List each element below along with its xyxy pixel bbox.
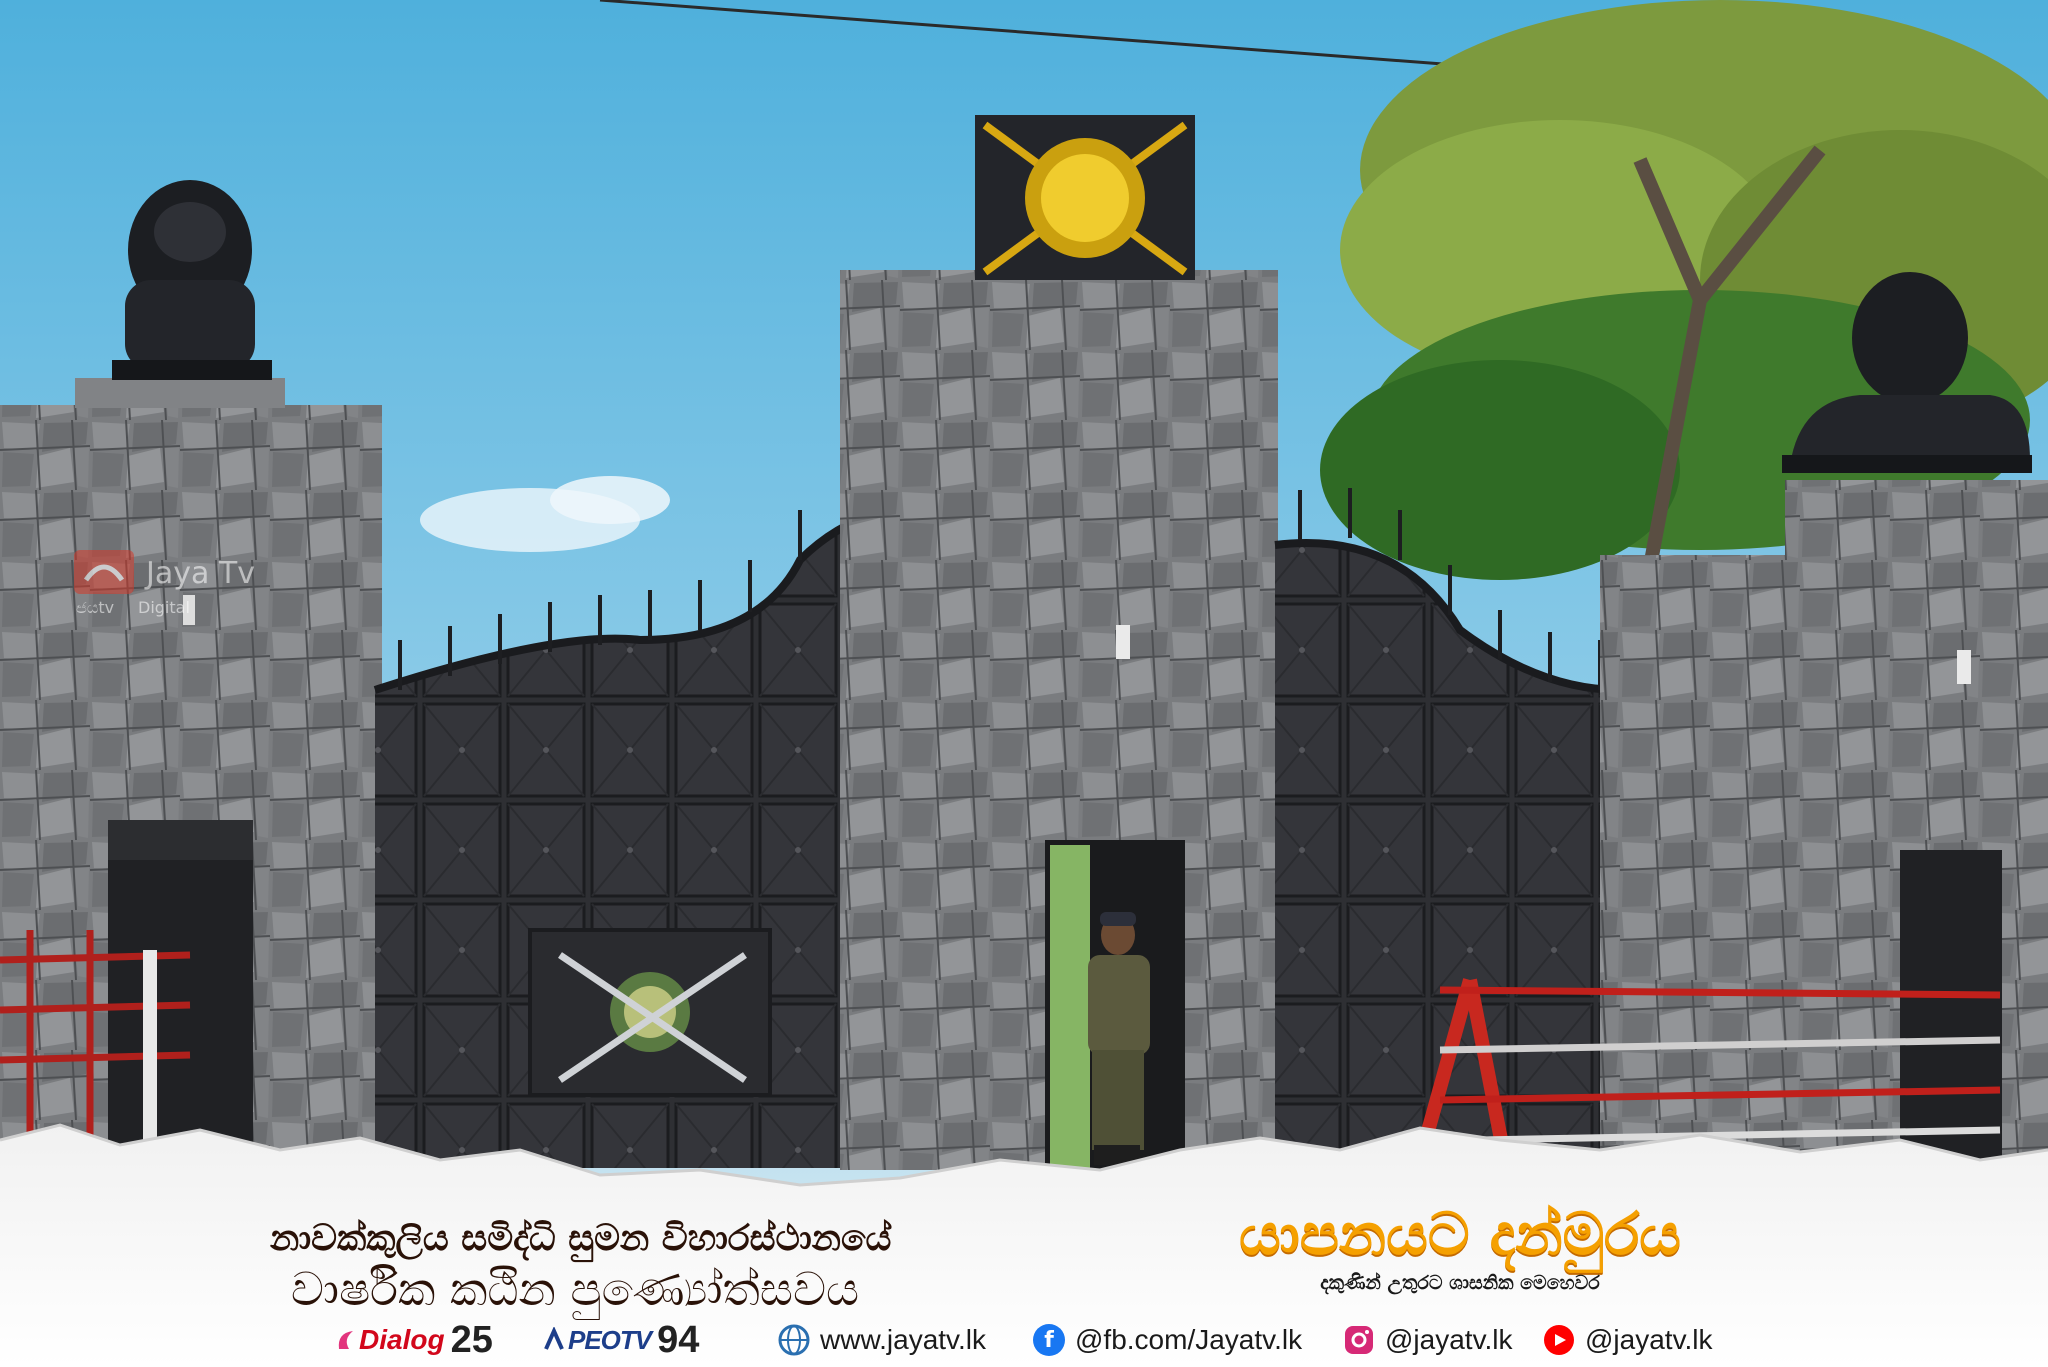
peotv-brand: PEOTV	[568, 1324, 652, 1355]
instagram-text: @jayatv.lk	[1385, 1324, 1513, 1355]
campaign-title: යාපනයට දන්මුරය	[1238, 1200, 1682, 1268]
channel-dialog	[335, 1320, 493, 1360]
website-text: www.jayatv.lk	[820, 1324, 986, 1355]
event-title-line2: වාර්ෂික කඨින පුණ්‍යෝත්සවය	[290, 1262, 860, 1316]
peotv-channel-number: 94	[657, 1318, 700, 1361]
facebook-text: @fb.com/Jayatv.lk	[1075, 1324, 1303, 1355]
dialog-swirl-icon	[335, 1327, 357, 1353]
left-pedestrian-door	[108, 820, 253, 1165]
peotv-logo-icon	[542, 1327, 566, 1353]
youtube-link[interactable]	[1543, 1320, 1713, 1360]
jayatv-logo-icon	[72, 548, 136, 596]
channel-peotv	[542, 1320, 699, 1360]
facebook-icon: f	[1033, 1324, 1065, 1356]
watermark-brand: Jaya Tv	[146, 556, 255, 591]
youtube-icon	[1543, 1324, 1575, 1356]
website-link[interactable]	[778, 1320, 986, 1360]
watermark-sub-label: ජයtv	[76, 598, 115, 617]
dialog-brand: Dialog	[359, 1324, 445, 1355]
facebook-link[interactable]	[1033, 1320, 1302, 1360]
instagram-icon	[1343, 1324, 1375, 1356]
event-title-line1: නාවක්කුලිය සමිද්ධි සුමන විහාරස්ථානයේ	[270, 1218, 892, 1259]
cloud	[550, 476, 670, 524]
watermark-digital-label: Digital	[138, 598, 190, 617]
dialog-channel-number: 25	[450, 1318, 493, 1361]
globe-icon	[778, 1324, 810, 1356]
right-pedestrian-door	[1900, 850, 2002, 1165]
campaign-subtitle: දකුණින් උතුරට ශාසනික මෙහෙවර	[1320, 1272, 1600, 1294]
right-pillar-upper	[1785, 480, 2048, 560]
wall-lamp	[1116, 625, 1130, 659]
wall-lamp	[1957, 650, 1971, 684]
instagram-link[interactable]	[1343, 1320, 1513, 1360]
left-pillar-cap	[75, 378, 285, 408]
army-emblem	[975, 115, 1195, 280]
youtube-text: @jayatv.lk	[1585, 1324, 1713, 1355]
